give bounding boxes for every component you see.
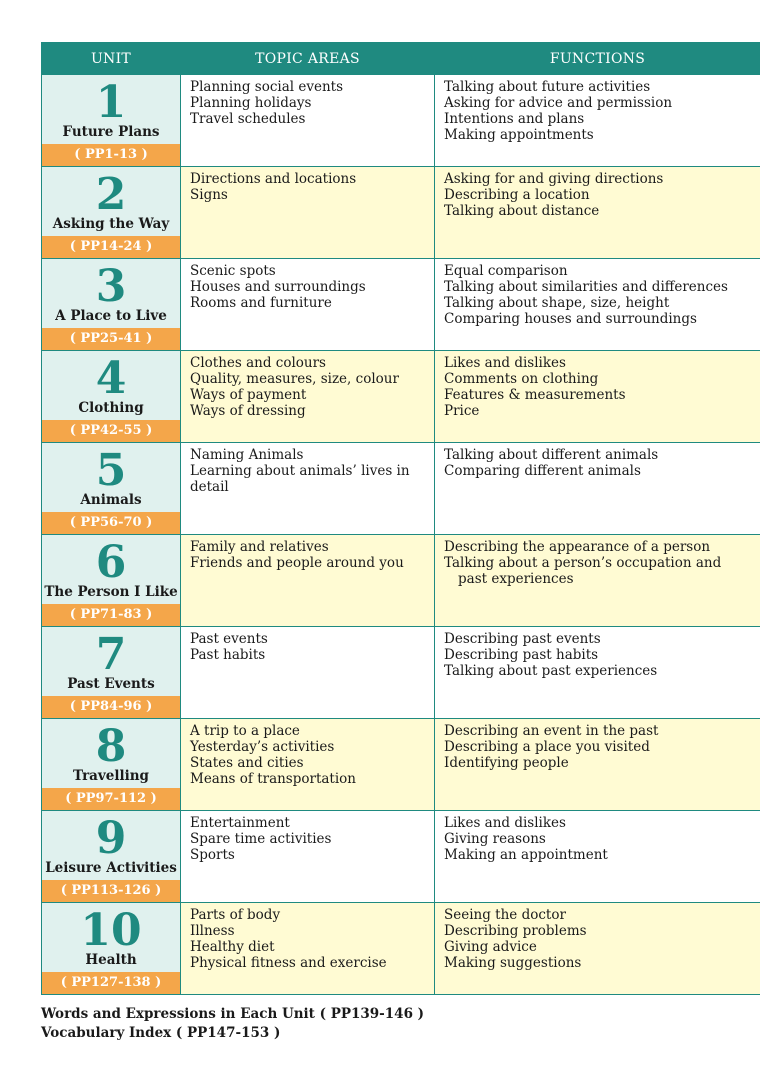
unit-title: Leisure Activities [45,860,177,876]
topic-item: Sports [190,847,235,863]
unit-row [42,811,760,903]
function-item: Describing a location [444,187,590,203]
function-item: Giving reasons [444,831,546,847]
function-item: Making appointments [444,127,594,143]
table-header [42,43,760,75]
topic-areas-cell [181,903,435,995]
unit-pages-badge: ( PP84-96 ) [42,696,180,718]
functions-cell [435,167,760,259]
function-item: Talking about similarities and differences [444,279,728,295]
function-item: Equal comparison [444,263,568,279]
unit-title: A Place to Live [55,308,167,324]
unit-number: 8 [95,721,127,772]
unit-cell [42,167,181,259]
functions-cell [435,719,760,811]
unit-number: 9 [95,813,127,864]
function-item: Seeing the doctor [444,907,566,923]
function-item: Likes and dislikes [444,355,566,371]
unit-cell [42,351,181,443]
unit-row [42,535,760,627]
topic-item: Signs [190,187,228,203]
unit-pages-badge: ( PP1-13 ) [42,144,180,166]
function-item: Describing the appearance of a person [444,539,711,555]
function-item: Comparing different animals [444,463,641,479]
unit-pages-badge: ( PP97-112 ) [42,788,180,810]
topic-item: Rooms and furniture [190,295,332,311]
topic-item: Ways of payment [190,387,307,403]
unit-title: Past Events [67,676,155,692]
topic-item: A trip to a place [190,723,300,739]
contents-table [41,42,760,995]
unit-row [42,443,760,535]
unit-number: 6 [95,537,127,588]
unit-row [42,351,760,443]
topic-item: Friends and people around you [190,555,404,571]
function-item: Asking for and giving directions [444,171,664,187]
functions-cell [435,535,760,627]
unit-cell [42,75,181,167]
topic-areas-cell [181,75,435,167]
topic-item: Parts of body [190,907,281,923]
function-item: Comparing houses and surroundings [444,311,697,327]
topic-item: Naming Animals [190,447,304,463]
unit-pages-badge: ( PP42-55 ) [42,420,180,442]
unit-title: Clothing [78,400,144,416]
unit-cell [42,259,181,351]
functions-cell [435,627,760,719]
unit-title: Future Plans [62,124,160,140]
functions-cell [435,811,760,903]
topic-areas-cell [181,627,435,719]
unit-cell [42,443,181,535]
function-item: Describing an event in the past [444,723,659,739]
topic-areas-header: TOPIC AREAS [181,43,435,75]
function-item: Price [444,403,480,419]
topic-areas-cell [181,351,435,443]
unit-number: 7 [95,629,127,680]
unit-title: Health [85,952,137,968]
function-item: Talking about a person’s occupation and past experiences [444,555,722,587]
topic-areas-cell [181,259,435,351]
unit-pages-badge: ( PP25-41 ) [42,328,180,350]
function-item: Asking for advice and permission [444,95,673,111]
functions-cell [435,443,760,535]
function-item: Talking about past experiences [444,663,658,679]
topic-item: Past events [190,631,268,647]
topic-areas-cell [181,719,435,811]
unit-cell [42,627,181,719]
function-item: Features & measurements [444,387,626,403]
unit-pages-badge: ( PP14-24 ) [42,236,180,258]
function-item: Identifying people [444,755,569,771]
unit-title: Travelling [73,768,149,784]
function-item: Talking about shape, size, height [444,295,670,311]
function-item: Likes and dislikes [444,815,566,831]
unit-cell [42,535,181,627]
unit-number: 4 [95,353,127,404]
unit-row [42,903,760,995]
topic-item: Healthy diet [190,939,275,955]
functions-cell [435,903,760,995]
function-item: Describing a place you visited [444,739,650,755]
unit-cell [42,719,181,811]
words-expressions-link: Words and Expressions in Each Unit ( PP139-146 ) [41,1006,425,1022]
topic-item: Past habits [190,647,266,663]
unit-pages-badge: ( PP127-138 ) [42,972,180,994]
topic-item: Planning social events [190,79,344,95]
unit-cell [42,903,181,995]
unit-pages-badge: ( PP113-126 ) [42,880,180,902]
unit-header: UNIT [42,43,181,75]
function-item: Talking about distance [444,203,600,219]
function-item: Intentions and plans [444,111,585,127]
topic-item: Means of transportation [190,771,357,787]
unit-title: Animals [80,492,142,508]
functions-header: FUNCTIONS [435,43,760,75]
unit-pages-badge: ( PP71-83 ) [42,604,180,626]
unit-pages-badge: ( PP56-70 ) [42,512,180,534]
topic-item: Ways of dressing [190,403,306,419]
topic-item: Quality, measures, size, colour [190,371,399,387]
function-item: Describing past habits [444,647,599,663]
topic-item: Physical fitness and exercise [190,955,387,971]
function-item: Giving advice [444,939,537,955]
topic-areas-cell [181,811,435,903]
function-item: Describing past events [444,631,601,647]
topic-item: Spare time activities [190,831,332,847]
topic-areas-cell [181,167,435,259]
vocabulary-index-link: Vocabulary Index ( PP147-153 ) [41,1025,281,1041]
footer [41,1005,424,1043]
topic-item: Family and relatives [190,539,329,555]
topic-item: Learning about animals’ lives in detail [190,463,410,495]
topic-areas-cell [181,443,435,535]
unit-number: 5 [95,445,127,496]
function-item: Describing problems [444,923,587,939]
topic-item: Clothes and colours [190,355,326,371]
unit-row [42,627,760,719]
functions-cell [435,351,760,443]
functions-cell [435,75,760,167]
topic-areas-cell [181,535,435,627]
topic-item: Illness [190,923,235,939]
topic-item: Scenic spots [190,263,276,279]
topic-item: Planning holidays [190,95,312,111]
topic-item: States and cities [190,755,304,771]
topic-item: Houses and surroundings [190,279,366,295]
function-item: Making suggestions [444,955,582,971]
topic-item: Travel schedules [190,111,306,127]
unit-row [42,259,760,351]
unit-title: The Person I Like [44,584,178,600]
function-item: Talking about different animals [444,447,659,463]
unit-number: 1 [95,77,127,128]
unit-number: 10 [80,905,142,956]
topic-item: Directions and locations [190,171,357,187]
unit-row [42,719,760,811]
unit-title: Asking the Way [52,216,170,232]
functions-cell [435,259,760,351]
topic-item: Yesterday’s activities [190,739,335,755]
unit-number: 3 [95,261,127,312]
unit-cell [42,811,181,903]
unit-row [42,167,760,259]
function-item: Comments on clothing [444,371,599,387]
unit-row [42,75,760,167]
topic-item: Entertainment [190,815,290,831]
function-item: Talking about future activities [444,79,651,95]
unit-number: 2 [95,169,127,220]
function-item: Making an appointment [444,847,608,863]
